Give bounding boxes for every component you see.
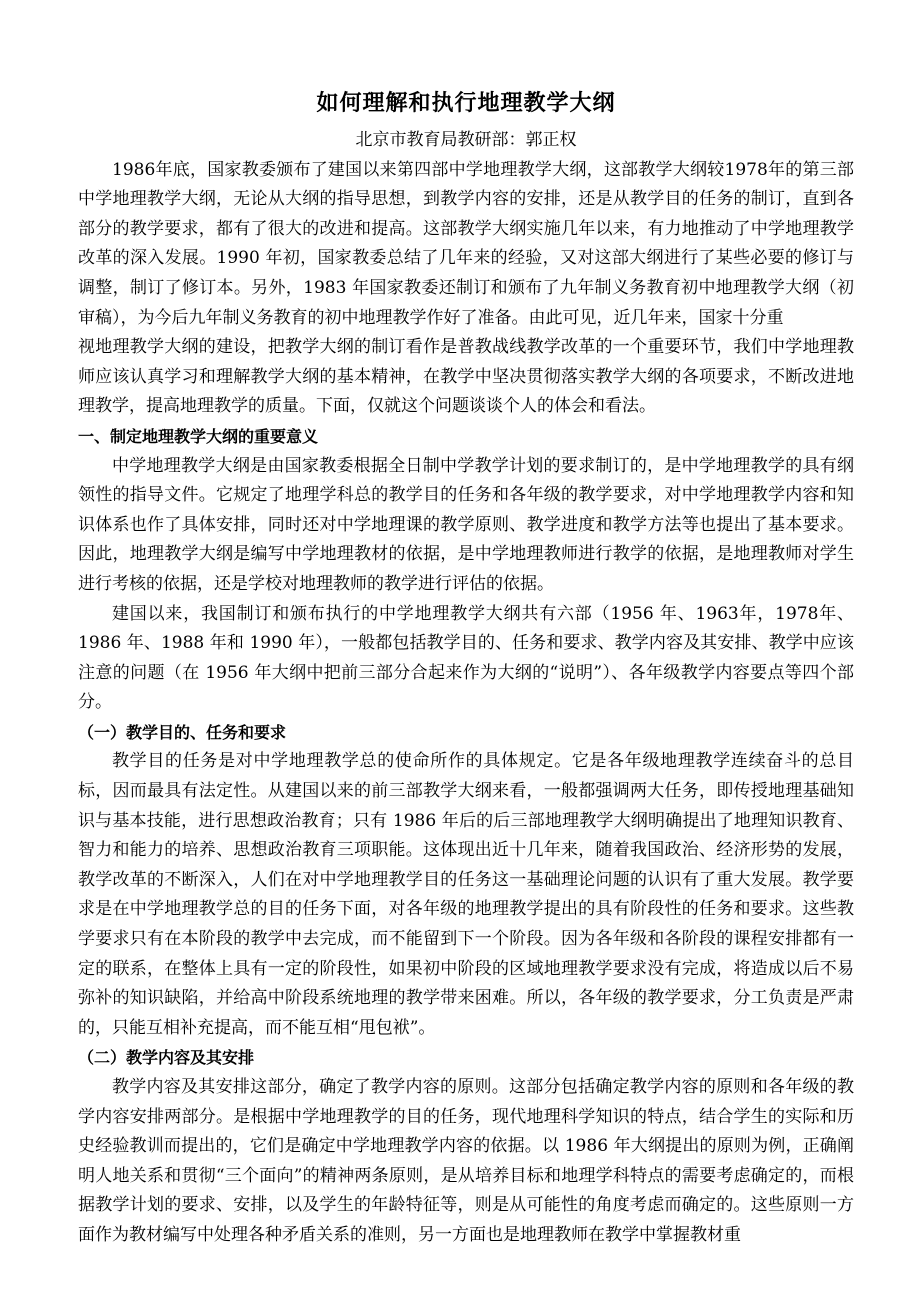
- document-title: 如何理解和执行地理教学大纲: [316, 91, 616, 116]
- subsection-1-heading: （一）教学目的、任务和要求: [78, 722, 287, 742]
- intro-paragraph-1: 1986年底，国家教委颁布了建国以来第四部中学地理教学大纲，这部教学大纲较1978年的第三部中学地理教学大纲，无论从大纲的指导思想，到教学内容的安排，还是从教学目的任务的制订，直到各部分的教学要求，都有了很大的改进和提高。这部教学大纲实施几年以来，有力地推动了中学地理教学改革的深入发展。1990 年初，国家教委总结了几年来的经验，又对这部大纲进行了某些必要的修订与调整，制订了修订本。另外，1983 年国家教委还制订和颁布了九年制义务教育初中地理教学大纲（初审稿），为今后九年制义务教育的初中地理教学作好了准备。由此可见，近几年来，国家十分重: [78, 159, 854, 328]
- section-1-paragraph-2: 建国以来，我国制订和颁布执行的中学地理教学大纲共有六部（1956 年、1963年，1978年、1986 年、1988 年和 1990 年），一般都包括教学目的、任务和要求、教学内容及其安排、教学中应该注意的问题（在 1956 年大纲中把前三部分合起来作为大纲的“说明”）、各年级教学内容要点等四个部分。: [78, 603, 854, 713]
- author-byline: 北京市教育局教研部：郭正权: [355, 130, 577, 150]
- intro-paragraph-2: 视地理教学大纲的建设，把教学大纲的制订看作是普教战线教学改革的一个重要环节，我们中学地理教师应该认真学习和理解教学大纲的基本精神，在教学中坚决贯彻落实教学大纲的各项要求，不断改进地理教学，提高地理教学的质量。下面，仅就这个问题谈谈个人的体会和看法。: [78, 337, 854, 417]
- section-1-paragraph-1: 中学地理教学大纲是由国家教委根据全日制中学教学计划的要求制订的，是中学地理教学的具有纲领性的指导文件。它规定了地理学科总的教学目的任务和各年级的教学要求，对中学地理教学内容和知识体系也作了具体安排，同时还对中学地理课的教学原则、教学进度和教学方法等也提出了基本要求。因此，地理教学大纲是编写中学地理教材的依据，是中学地理教师进行教学的依据，是地理教师对学生进行考核的依据，还是学校对地理教师的教学进行评估的依据。: [78, 455, 854, 594]
- subsection-1-paragraph: 教学目的任务是对中学地理教学总的使命所作的具体规定。它是各年级地理教学连续奋斗的总目标，因而最具有法定性。从建国以来的前三部教学大纲来看，一般都强调两大任务，即传授地理基础知识与基本技能，进行思想政治教育；只有 1986 年后的后三部地理教学大纲明确提出了地理知识教育、智力和能力的培养、思想政治教育三项职能。这体现出近十几年来，随着我国政治、经济形势的发展，教学改革的不断深入，人们在对中学地理教学目的任务这一基础理论问题的认识有了重大发展。教学要求是在中学地理教学总的目的任务下面，对各年级的地理教学提出的具有阶段性的任务和要求。这些教学要求只有在本阶段的教学中去完成，而不能留到下一个阶段。因为各年级和各阶段的课程安排都有一定的联系，在整体上具有一定的阶段性，如果初中阶段的区域地理教学要求没有完成，将造成以后不易弥补的知识缺陷，并给高中阶段系统地理的教学带来困难。所以，各年级的教学要求，分工负责是严肃的，只能互相补充提高，而不能互相“甩包袱”。: [78, 751, 854, 1038]
- section-1-heading: 一、制定地理教学大纲的重要意义: [78, 426, 319, 446]
- document-page: [78, 86, 854, 1251]
- subsection-2-heading: （二）教学内容及其安排: [78, 1048, 255, 1068]
- subsection-2-paragraph: 教学内容及其安排这部分，确定了教学内容的原则。这部分包括确定教学内容的原则和各年级的教学内容安排两部分。是根据中学地理教学的目的任务，现代地理科学知识的特点，结合学生的实际和历史经验教训而提出的，它们是确定中学地理教学内容的依据。以 1986 年大纲提出的原则为例，正确阐明人地关系和贯彻“三个面向”的精神两条原则，是从培养目标和地理学科特点的需要考虑确定的，而根据教学计划的要求、安排，以及学生的年龄特征等，则是从可能性的角度考虑而确定的。这些原则一方面作为教材编写中处理各种矛盾关系的准则，另一方面也是地理教师在教学中掌握教材重: [78, 1077, 854, 1245]
